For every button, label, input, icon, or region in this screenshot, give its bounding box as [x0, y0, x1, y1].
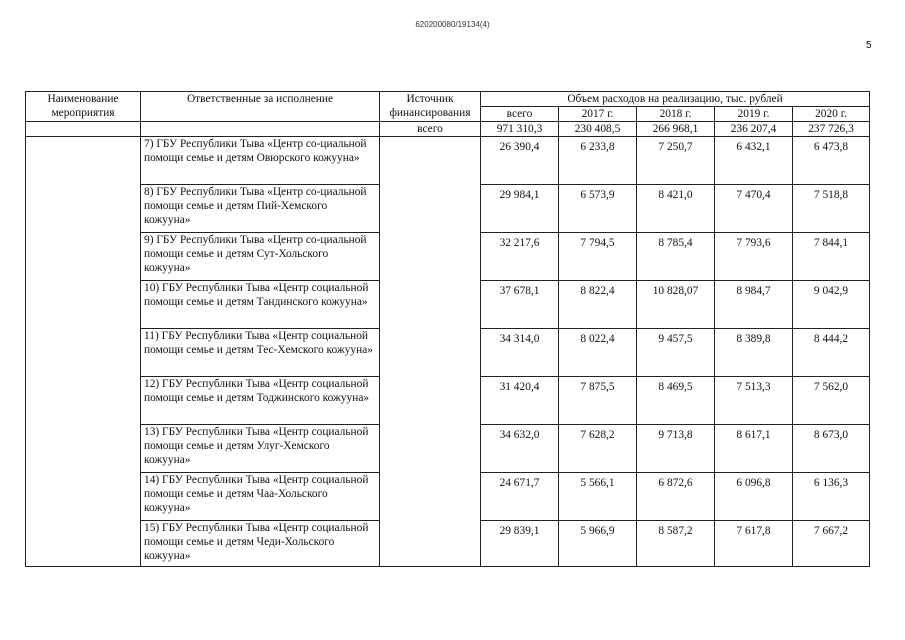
value-cell: 5 566,1	[559, 473, 637, 521]
totals-row	[26, 122, 870, 137]
value-cell: 7 617,8	[715, 521, 793, 567]
header-row	[26, 92, 870, 107]
value-cell: 7 562,0	[793, 377, 870, 425]
responsible-cell: 10) ГБУ Республики Тыва «Центр социальной помощи семье и детям Тандинского кожууна»	[141, 281, 380, 329]
value-cell: 8 389,8	[715, 329, 793, 377]
value-cell: 8 469,5	[637, 377, 715, 425]
responsible-cell: 13) ГБУ Республики Тыва «Центр социальной помощи семье и детям Улуг-Хемского кожууна»	[141, 425, 380, 473]
responsible-cell: 11) ГБУ Республики Тыва «Центр социальной помощи семье и детям Тес-Хемского кожууна»	[141, 329, 380, 377]
responsible-cell: 14) ГБУ Республики Тыва «Центр социальной помощи семье и детям Чаа-Хольского кожууна»	[141, 473, 380, 521]
value-cell: 9 457,5	[637, 329, 715, 377]
table-row	[26, 137, 870, 185]
responsible-cell: 15) ГБУ Республики Тыва «Центр социальной помощи семье и детям Чеди-Хольского кожууна»	[141, 521, 380, 567]
event-cell	[26, 122, 141, 137]
value-cell: 32 217,6	[481, 233, 559, 281]
col-header-volume: Объем расходов на реализацию, тыс. рублей	[481, 92, 870, 107]
value-cell: 7 793,6	[715, 233, 793, 281]
responsible-cell: 12) ГБУ Республики Тыва «Центр социальной помощи семье и детям Тоджинского кожууна»	[141, 377, 380, 425]
value-cell: 24 671,7	[481, 473, 559, 521]
responsible-cell	[141, 122, 380, 137]
value-cell: 34 632,0	[481, 425, 559, 473]
subheader-year: 2019 г.	[715, 107, 793, 122]
value-cell: 6 872,6	[637, 473, 715, 521]
col-header-responsible: Ответственные за исполнение	[141, 92, 380, 122]
value-cell: 8 673,0	[793, 425, 870, 473]
value-cell: 9 713,8	[637, 425, 715, 473]
value-cell: 26 390,4	[481, 137, 559, 185]
value-cell: 8 984,7	[715, 281, 793, 329]
value-cell: 266 968,1	[637, 122, 715, 137]
col-header-source: Источник финансирования	[380, 92, 481, 122]
value-cell: 5 966,9	[559, 521, 637, 567]
value-cell: 8 444,2	[793, 329, 870, 377]
value-cell: 7 470,4	[715, 185, 793, 233]
value-cell: 8 421,0	[637, 185, 715, 233]
source-cell-merged	[380, 137, 481, 567]
value-cell: 6 573,9	[559, 185, 637, 233]
value-cell: 7 518,8	[793, 185, 870, 233]
value-cell: 8 617,1	[715, 425, 793, 473]
value-cell: 7 628,2	[559, 425, 637, 473]
value-cell: 37 678,1	[481, 281, 559, 329]
subheader-year: 2020 г.	[793, 107, 870, 122]
responsible-cell: 9) ГБУ Республики Тыва «Центр со-циальной помощи семье и детям Сут-Хольского кожууна»	[141, 233, 380, 281]
col-header-event: Наименование мероприятия	[26, 92, 141, 122]
event-cell-merged	[26, 137, 141, 567]
subheader-year: 2017 г.	[559, 107, 637, 122]
value-cell: 8 587,2	[637, 521, 715, 567]
value-cell: 6 096,8	[715, 473, 793, 521]
value-cell: 230 408,5	[559, 122, 637, 137]
value-cell: 31 420,4	[481, 377, 559, 425]
expenditure-table	[25, 91, 870, 567]
value-cell: 8 822,4	[559, 281, 637, 329]
value-cell: 10 828,07	[637, 281, 715, 329]
value-cell: 7 250,7	[637, 137, 715, 185]
value-cell: 34 314,0	[481, 329, 559, 377]
document-id: 620200080/19134(4)	[415, 20, 490, 29]
subheader-total: всего	[481, 107, 559, 122]
value-cell: 7 844,1	[793, 233, 870, 281]
responsible-cell: 8) ГБУ Республики Тыва «Центр со-циальной помощи семье и детям Пий-Хемского кожууна»	[141, 185, 380, 233]
value-cell: 6 473,8	[793, 137, 870, 185]
value-cell: 971 310,3	[481, 122, 559, 137]
value-cell: 7 875,5	[559, 377, 637, 425]
value-cell: 6 136,3	[793, 473, 870, 521]
value-cell: 237 726,3	[793, 122, 870, 137]
value-cell: 8 785,4	[637, 233, 715, 281]
value-cell: 6 233,8	[559, 137, 637, 185]
value-cell: 8 022,4	[559, 329, 637, 377]
value-cell: 236 207,4	[715, 122, 793, 137]
value-cell: 7 667,2	[793, 521, 870, 567]
value-cell: 7 794,5	[559, 233, 637, 281]
subheader-year: 2018 г.	[637, 107, 715, 122]
value-cell: 6 432,1	[715, 137, 793, 185]
value-cell: 7 513,3	[715, 377, 793, 425]
value-cell: 29 839,1	[481, 521, 559, 567]
page-number: 5	[866, 40, 872, 51]
responsible-cell: 7) ГБУ Республики Тыва «Центр со-циальной помощи семье и детям Овюрского кожууна»	[141, 137, 380, 185]
source-cell: всего	[380, 122, 481, 137]
value-cell: 29 984,1	[481, 185, 559, 233]
value-cell: 9 042,9	[793, 281, 870, 329]
